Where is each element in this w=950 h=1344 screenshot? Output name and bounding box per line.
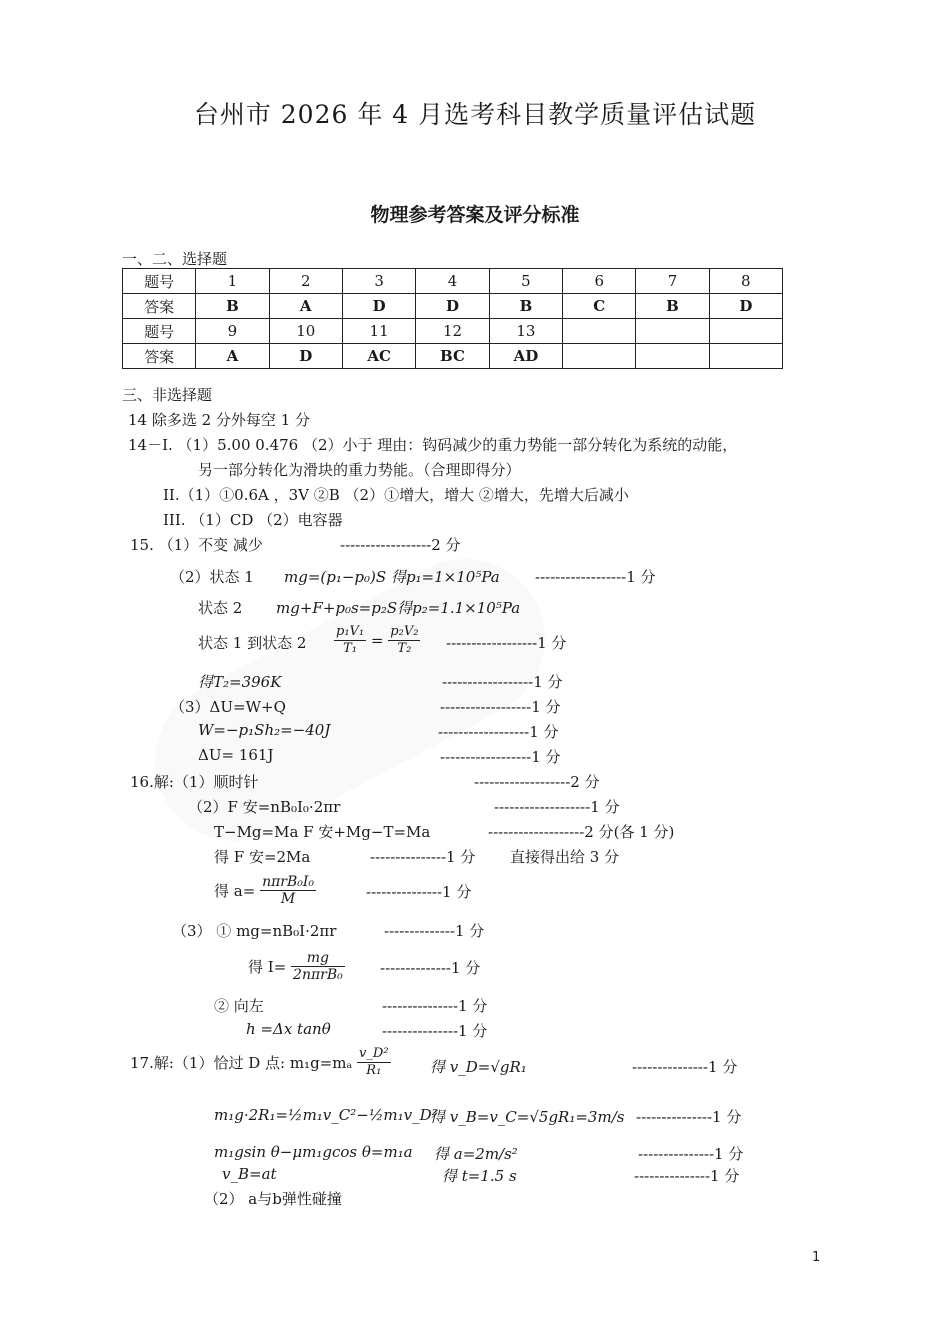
table-row [123, 344, 783, 369]
table-cell [636, 344, 709, 369]
table-cell [563, 344, 636, 369]
q17-l1-result: 得 v_D=√gR₁ [430, 1058, 527, 1076]
table-cell: B [489, 294, 562, 319]
q17-l5: （2） a与b弹性碰撞 [204, 1190, 342, 1208]
answer-table [122, 268, 783, 369]
q15-l4-label: 状态 1 到状态 2 [198, 634, 307, 652]
table-cell: 11 [342, 319, 415, 344]
table-cell: 题号 [123, 319, 196, 344]
table-cell: AD [489, 344, 562, 369]
q17-score4: ---------------1 分 [634, 1167, 740, 1185]
table-cell: C [563, 294, 636, 319]
table-cell: A [269, 294, 342, 319]
fraction: $\frac{\text{nπrB₀I₀}}{M}$ [262, 874, 315, 907]
q17-l4: v_B=at [222, 1165, 277, 1183]
table-cell: D [269, 344, 342, 369]
q15-score2: ------------------1 分 [535, 568, 656, 586]
q16-score9: ---------------1 分 [382, 1022, 488, 1040]
q15-l6: （3）ΔU=W+Q [170, 698, 286, 716]
table-cell: 答案 [123, 294, 196, 319]
q16-l8: ② 向左 [214, 997, 264, 1015]
table-cell: B [636, 294, 709, 319]
page-subtitle: 物理参考答案及评分标准 [370, 204, 580, 226]
q16-l4-note: 直接得出给 3 分 [510, 848, 620, 866]
table-cell: D [709, 294, 782, 319]
q15-l8: ΔU= 161J [198, 746, 274, 764]
table-cell: 12 [416, 319, 489, 344]
q17-score2: ---------------1 分 [636, 1108, 742, 1126]
section-nonchoice-label: 三、非选择题 [122, 386, 213, 404]
q15-score5: ------------------1 分 [442, 673, 563, 691]
table-row [123, 269, 783, 294]
q14-line1: 14－I. （1）5.00 0.476 （2）小于 理由：钩码减少的重力势能一部分转化为系统的动能， [128, 436, 738, 454]
q15-l2-label: （2）状态 1 [170, 568, 254, 586]
table-cell: A [196, 344, 269, 369]
q15-l3-eq: mg+F+p₀s=p₂S得p₂=1.1×10⁵Pa [276, 599, 521, 617]
q16-l7: 得 I= $\frac{mg}{\text{2nπrB₀}}$ [248, 950, 343, 983]
q17-l3-result: 得 a=2m/s² [434, 1145, 518, 1163]
table-cell: 10 [269, 319, 342, 344]
table-cell: B [196, 294, 269, 319]
table-row [123, 319, 783, 344]
table-cell: 13 [489, 319, 562, 344]
q17-score3: ---------------1 分 [638, 1145, 744, 1163]
q15-score7: ------------------1 分 [438, 723, 559, 741]
table-cell [709, 319, 782, 344]
fraction: $\frac{\text{v\_D²}}{\text{R₁}}$ [359, 1046, 389, 1078]
q16-score3: -------------------2 分(各 1 分) [488, 823, 675, 841]
q16-score4: ---------------1 分 [370, 848, 476, 866]
table-cell: AC [342, 344, 415, 369]
q16-l5: 得 a= $\frac{\text{nπrB₀I₀}}{M}$ [214, 874, 315, 907]
q15-l5: 得T₂=396K [198, 673, 282, 691]
q15-score1: ------------------2 分 [340, 536, 461, 554]
table-cell: 8 [709, 269, 782, 294]
page-number: 1 [812, 1250, 821, 1265]
q16-score2: -------------------1 分 [494, 798, 620, 816]
table-cell: 7 [636, 269, 709, 294]
q16-l4: 得 F 安=2Ma [214, 848, 311, 866]
table-cell: 3 [342, 269, 415, 294]
q17-score1: ---------------1 分 [632, 1058, 738, 1076]
q16-score6: --------------1 分 [384, 922, 485, 940]
section-choice-label: 一、二、选择题 [122, 250, 228, 268]
fraction: $\frac{\text{p₂V₂}}{\text{T₂}}$ [390, 624, 419, 656]
q16-score8: ---------------1 分 [382, 997, 488, 1015]
q15-score6: ------------------1 分 [440, 698, 561, 716]
q17-l4-result: 得 t=1.5 s [442, 1167, 517, 1185]
table-cell: 6 [563, 269, 636, 294]
q15-score8: ------------------1 分 [440, 748, 561, 766]
table-cell: 2 [269, 269, 342, 294]
q16-score5: ---------------1 分 [366, 883, 472, 901]
q17-l3: m₁gsin θ−μm₁gcos θ=m₁a [214, 1143, 413, 1161]
q16-l3: T−Mg=Ma F 安+Mg−T=Ma [214, 823, 431, 841]
q16-l6: （3） ① mg=nB₀I·2πr [172, 922, 337, 940]
table-cell: 5 [489, 269, 562, 294]
table-row [123, 294, 783, 319]
table-cell [709, 344, 782, 369]
q15-l7: W=−p₁Sh₂=−40J [198, 721, 331, 739]
q14-note: 14 除多选 2 分外每空 1 分 [128, 411, 311, 429]
table-cell: 1 [196, 269, 269, 294]
q14-line3: II.（1）①0.6A ，3V ②B （2）①增大，增大 ②增大，先增大后减小 [163, 486, 629, 504]
q16-score1: -------------------2 分 [474, 773, 600, 791]
table-cell: 答案 [123, 344, 196, 369]
page-title: 台州市 2026 年 4 月选考科目教学质量评估试题 [193, 100, 757, 129]
table-cell: 9 [196, 319, 269, 344]
table-cell: 题号 [123, 269, 196, 294]
fraction: $\frac{mg}{\text{2nπrB₀}}$ [293, 950, 343, 983]
table-cell [563, 319, 636, 344]
q15-l2-eq: mg=(p₁−p₀)S 得p₁=1×10⁵Pa [284, 568, 500, 586]
table-cell: 4 [416, 269, 489, 294]
table-cell: BC [416, 344, 489, 369]
q14-line2: 另一部分转化为滑块的重力势能。（合理即得分） [198, 461, 521, 479]
q16-l1: 16.解:（1）顺时针 [130, 773, 259, 791]
q15-l4-eq: $\frac{\text{p₁V₁}}{\text{T₁}}$ = $\frac{\text{p₂V₂}}{\text{T₂}}$ [336, 624, 419, 656]
q17-l2-result: 得 v_B=v_C=√5gR₁=3m/s [430, 1108, 625, 1126]
q14-line4: III. （1）CD （2）电容器 [163, 511, 343, 529]
table-cell: D [342, 294, 415, 319]
q17-l2: m₁g·2R₁=½m₁v_C²−½m₁v_D² [214, 1106, 438, 1124]
q17-l1: 17.解:（1）恰过 D 点: m₁g=mₐ $\frac{\text{v\_D²}}{\text{R₁}}$ [130, 1046, 389, 1078]
q15-line1: 15. （1）不变 减少 [130, 536, 263, 554]
table-cell [636, 319, 709, 344]
fraction: $\frac{\text{p₁V₁}}{\text{T₁}}$ [336, 624, 365, 656]
table-cell: D [416, 294, 489, 319]
q16-l2: （2）F 安=nB₀I₀·2πr [188, 798, 341, 816]
q15-score4: ------------------1 分 [446, 634, 567, 652]
q16-score7: --------------1 分 [380, 959, 481, 977]
q15-l3-label: 状态 2 [198, 599, 243, 617]
q16-l9: h =Δx tanθ [246, 1020, 331, 1038]
